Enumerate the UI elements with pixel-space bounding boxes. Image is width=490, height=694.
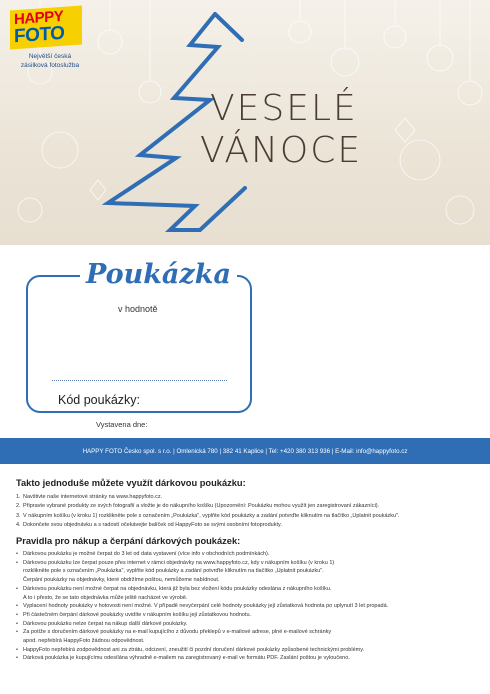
voucher-value-label: v hodnotě <box>118 304 158 314</box>
rule-item: • Dárkovou poukázku je možné čerpat do 3 let od data vystavení (více info v obchodních podmínkách). <box>16 550 482 559</box>
instructions-heading: Takto jednoduše můžete využít dárkovou poukázku: <box>16 478 246 488</box>
rule-item: • Při částečném čerpání dárkové poukázky uvidíte v nákupním košíku její zůstatkovou hodnotu. <box>16 611 482 620</box>
rules-heading: Pravidla pro nákup a čerpání dárkových poukázek: <box>16 536 241 546</box>
rule-item: • Dárkovou poukázku lze čerpat pouze přes internet v rámci objednávky na www.happyfoto.cz, kdy v nákupním košíku (v kroku 1) rozklikněte pole s označením „Poukázka", vyplňte kód poukázky a zadání potvrďte kliknutím na tlačítko „Uplatnit poukázku". Čerpání poukázky na objednávky, které obdržíme poštou, nemůžeme nabídnout. <box>16 559 482 585</box>
christmas-greeting <box>200 88 363 172</box>
logo-badge <box>10 5 82 49</box>
rule-item: • Za potíže s doručením dárkové poukázky na e-mail kupujícího z důvodu překlepů v e-mailové adrese, plné e-mailové schránky apod. nepřebírá HappyFoto žádnou odpovědnost. <box>16 628 482 645</box>
instructions-list <box>16 493 482 531</box>
rule-item: • Vyplacení hodnoty poukázky v hotovosti není možné. V případě nevyčerpání celé hodnoty poukázky její zůstatková hodnota po uplynutí 3 let propadá. <box>16 602 482 611</box>
instruction-step: 3. V nákupním košíku (v kroku 1) rozklikněte pole s označením „Poukázka", vyplňte kód poukázky a zadání potvrďte kliknutím na tlačítko „Uplatnit poukázku". <box>16 512 400 519</box>
greeting-line-1: VESELÉ <box>210 88 358 129</box>
logo-text-foto: FOTO <box>14 22 65 48</box>
voucher-rules <box>16 536 482 663</box>
voucher-title: Poukázka <box>80 259 237 290</box>
issued-date-label: Vystavena dne: <box>96 420 148 429</box>
instruction-step: 4. Dokončete svou objednávku a s radostí očekávejte balíček od HappyFoto se svými osobními fotoprodukty. <box>16 522 282 529</box>
header-illustration <box>0 0 490 245</box>
happyfoto-logo <box>10 8 88 71</box>
value-dotted-line <box>52 380 227 381</box>
logo-text-happy: HAPPY <box>14 7 64 29</box>
rule-item: • HappyFoto nepřebírá zodpovědnost ani za ztrátu, odcizení, zneužití či pozdní doručení dárkové poukázky způsobené technickými problémy. <box>16 646 482 655</box>
usage-instructions <box>16 478 482 531</box>
voucher-frame <box>26 275 252 413</box>
greeting-line-2: VÁNOCE <box>200 130 363 171</box>
company-info-bar <box>0 438 490 464</box>
voucher-code-label: Kód poukázky: <box>58 393 140 407</box>
rule-item: • Dárkovou poukázku nelze čerpat na nákup další dárkové poukázky. <box>16 620 482 629</box>
logo-tagline: Největší česká zásilková fotoslužba <box>20 53 80 69</box>
instruction-step: 1. Navštivte naše internetové stránky na www.happyfoto.cz. <box>16 494 163 500</box>
rule-item: • Dárkovou poukázku není možné čerpat na objednávku, která již byla bez vložení kódu poukázky odeslána z nákupního košíku. A to i přesto, že se tato objednávka může ještě nacházet ve výrobě. <box>16 585 482 602</box>
rule-item: • Dárková poukázka je kupujícímu odesílána výhradně e-mailem na zaregistrovaný e-mail ve formátu PDF. Zaslání poštou je vyloučeno. <box>16 654 482 663</box>
rules-list <box>16 550 482 663</box>
company-contact-text: HAPPY FOTO Česko spol. s r.o. | Omlenická 780 | 382 41 Kaplice | Tel: +420 380 313 936 | E-Mail: info@happyfoto.cz <box>82 447 408 455</box>
instruction-step: 2. Připravte vybrané produkty ze svých fotografií a vložte je do nákupního košíku (Upozornění: Poukázku mohou využít jen zaregistrovaní zákazníci). <box>16 503 380 510</box>
